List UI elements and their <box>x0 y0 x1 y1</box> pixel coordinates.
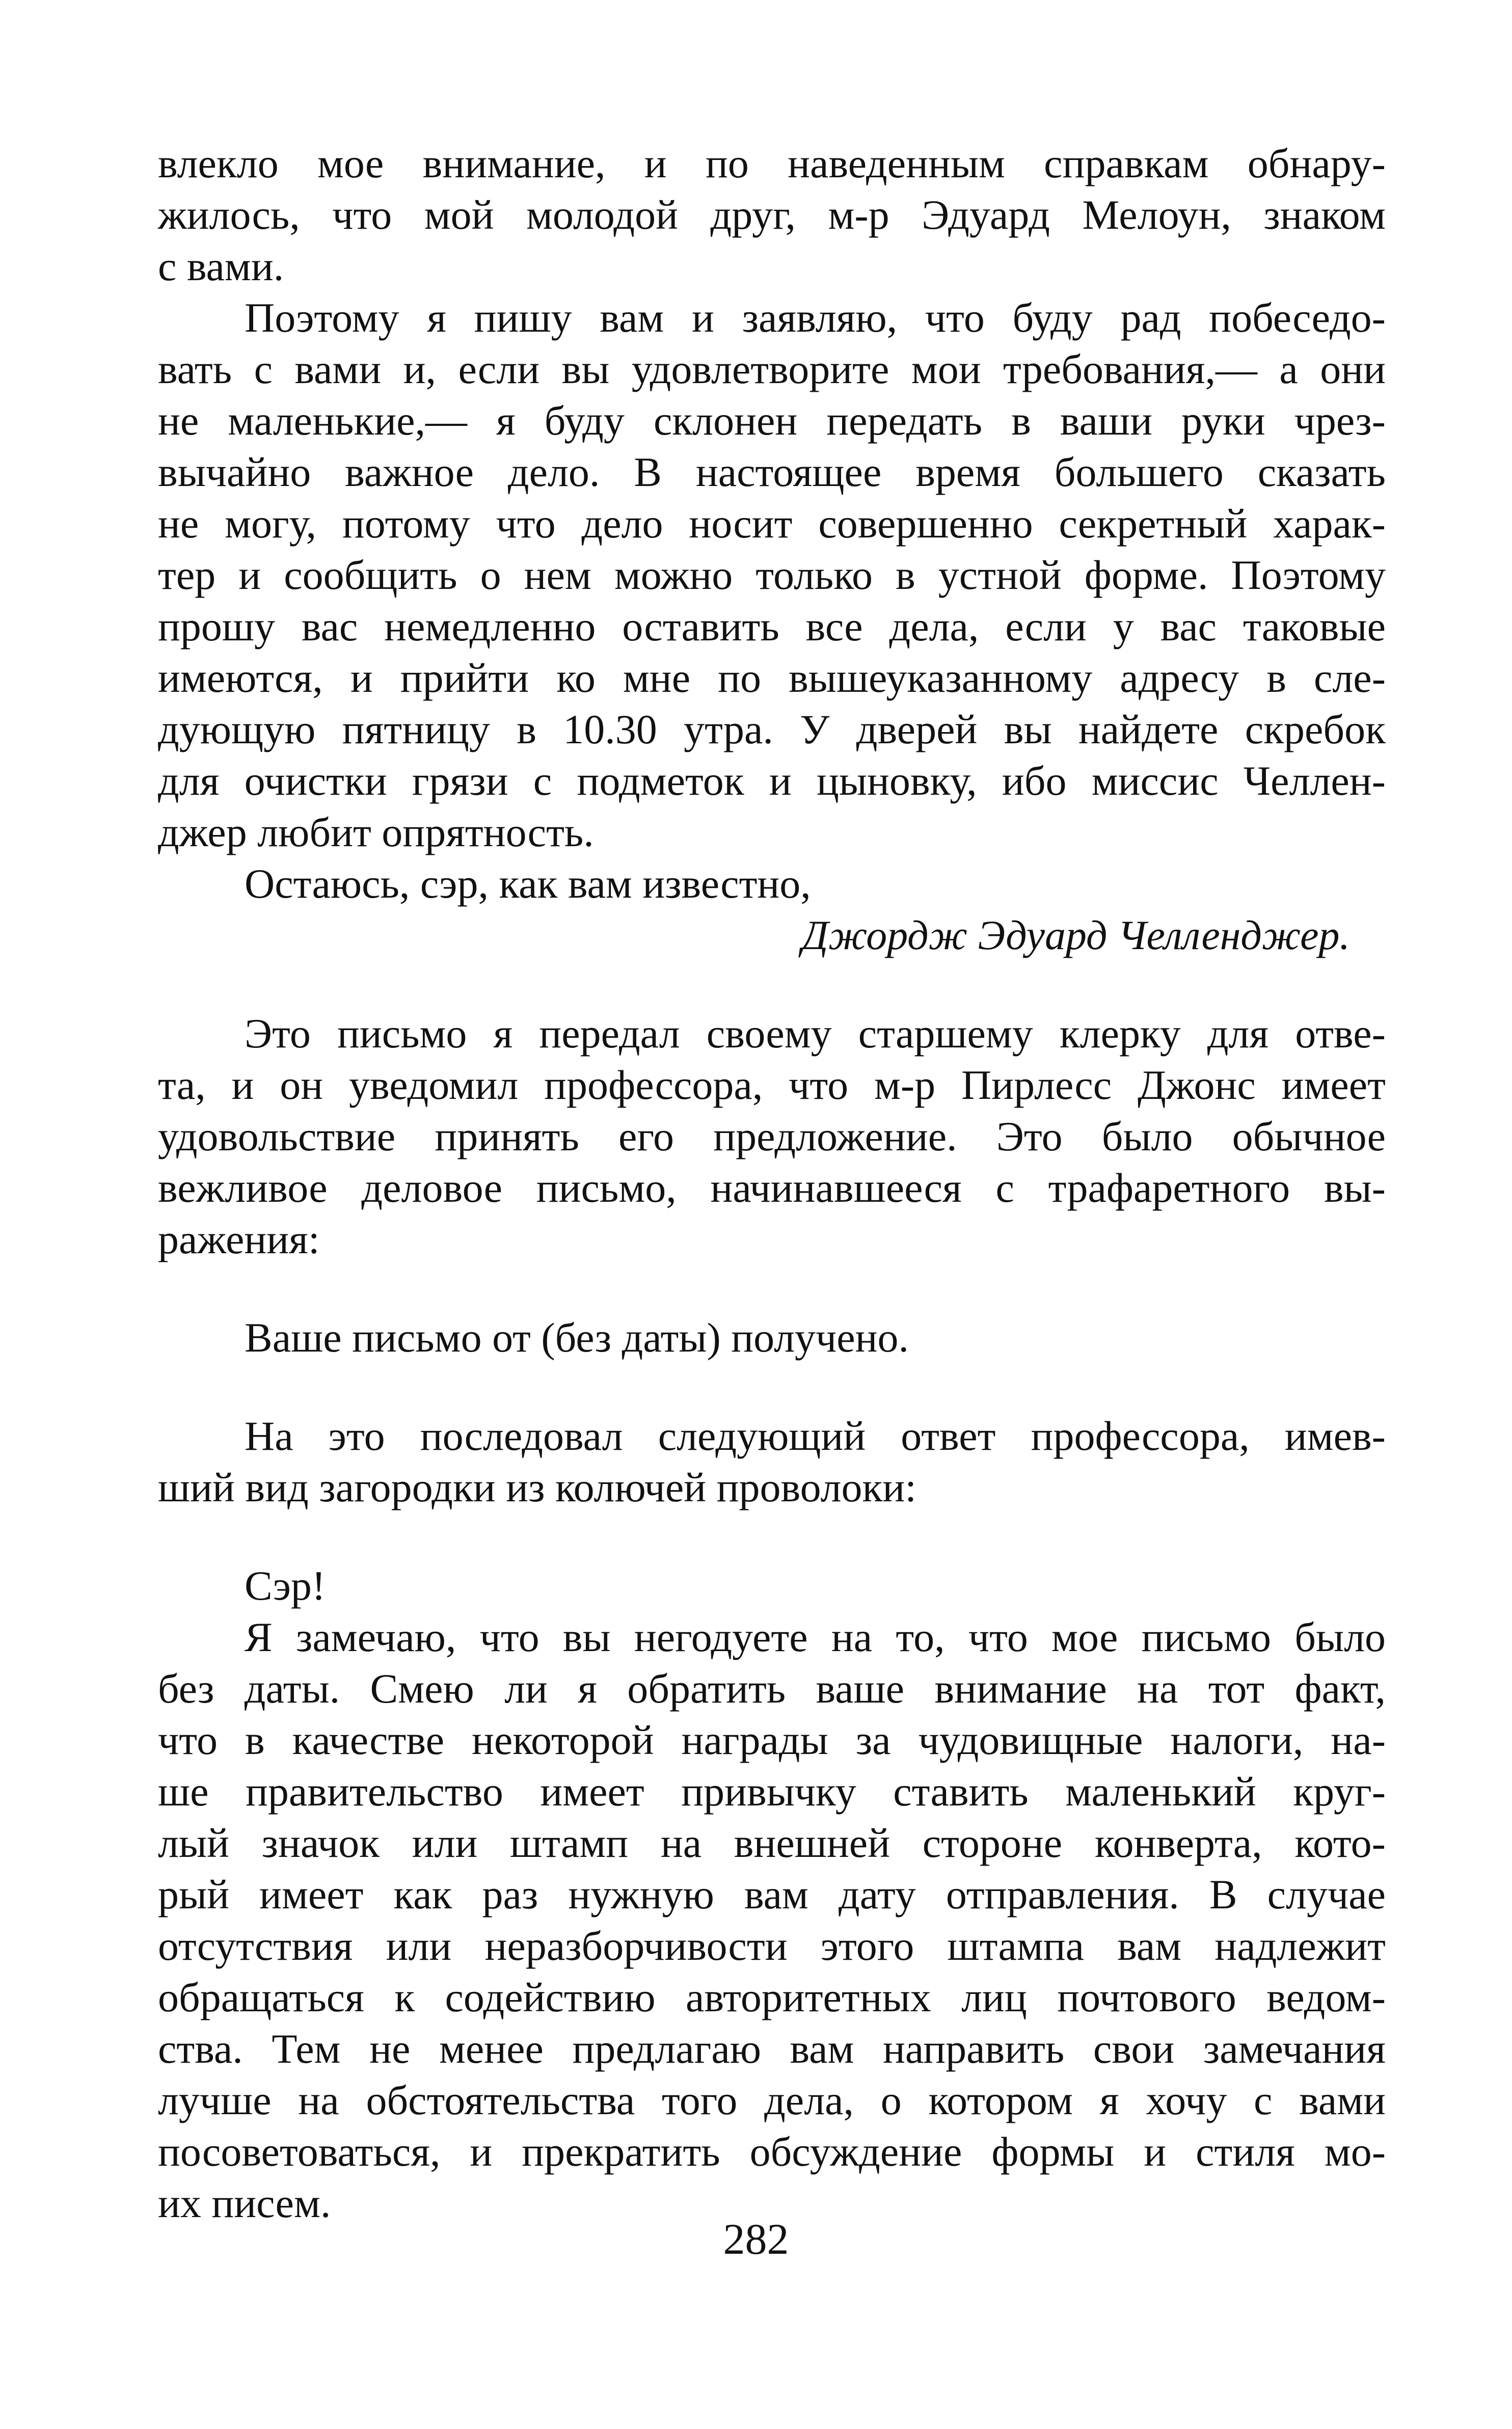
book-page-text <box>158 138 1386 2229</box>
text-line: На это последовал следующий ответ профессора, имев- <box>245 1413 1386 1459</box>
text-line: Сэр! <box>245 1562 326 1609</box>
text-line: та, и он уведомил профессора, что м-р Пирлесс Джонс имеет <box>158 1062 1386 1108</box>
text-line: удовольствие принять его предложение. Это было обычное <box>158 1113 1386 1159</box>
page-number: 282 <box>723 2215 789 2263</box>
text-line: ства. Тем не менее предлагаю вам направить свои замечания <box>158 2026 1386 2072</box>
text-line: ше правительство имеет привычку ставить маленький круг- <box>158 1768 1386 1815</box>
text-line: лый значок или штамп на внешней стороне конверта, кото- <box>158 1820 1386 1866</box>
text-line: без даты. Смею ли я обратить ваше внимание на тот факт, <box>158 1665 1386 1712</box>
text-line: вычайно важное дело. В настоящее время большего сказать <box>158 449 1386 495</box>
text-line: вать с вами и, если вы удовлетворите мои требования,— а они <box>158 346 1386 392</box>
paragraph-gap <box>158 1363 1386 1410</box>
text-line: вежливое деловое письмо, начинавшееся с трафаретного вы- <box>158 1165 1386 1211</box>
text-line: влекло мое внимание, и по наведенным справкам обнару- <box>158 140 1386 186</box>
text-line: лучше на обстоятельства того дела, о котором я хочу с вами <box>158 2077 1386 2123</box>
text-line: ший вид загородки из колючей проволоки: <box>158 1464 917 1510</box>
text-line: посоветоваться, и прекратить обсуждение формы и стиля мо- <box>158 2128 1386 2175</box>
text-line: прошу вас немедленно оставить все дела, если у вас таковые <box>158 603 1386 650</box>
paragraph-gap <box>158 1265 1386 1312</box>
text-line: не могу, потому что дело носит совершенно секретный харак- <box>158 500 1386 547</box>
signature: Джордж Эдуард Челленджер. <box>801 912 1350 958</box>
text-line: отсутствия или неразборчивости этого штампа вам надлежит <box>158 1923 1386 1969</box>
text-line: не маленькие,— я буду склонен передать в ваши руки чрез- <box>158 397 1386 444</box>
text-line: Поэтому я пишу вам и заявляю, что буду рад побеседо- <box>245 294 1386 341</box>
paragraph-gap <box>158 1513 1386 1560</box>
text-line: с вами. <box>158 243 284 289</box>
text-line: что в качестве некоторой награды за чудовищные налоги, на- <box>158 1717 1386 1763</box>
text-line: ражения: <box>158 1216 320 1262</box>
text-line: для очистки грязи с подметок и цыновку, ибо миссис Челлен- <box>158 758 1386 804</box>
text-line: джер любит опрятность. <box>158 809 594 855</box>
text-line: Я замечаю, что вы негодуете на то, что мое письмо было <box>245 1614 1386 1660</box>
text-line: рый имеет как раз нужную вам дату отправления. В случае <box>158 1871 1386 1918</box>
text-line: Ваше письмо от (без даты) получено. <box>245 1314 909 1361</box>
text-line: Остаюсь, сэр, как вам известно, <box>245 860 811 907</box>
paragraph-gap <box>158 961 1386 1008</box>
text-line: обращаться к содействию авторитетных лиц почтового ведом- <box>158 1974 1386 2020</box>
text-line: тер и сообщить о нем можно только в устной форме. Поэтому <box>158 552 1386 598</box>
text-line: жилось, что мой молодой друг, м-р Эдуард Мелоун, знаком <box>158 192 1386 238</box>
text-line: дующую пятницу в 10.30 утра. У дверей вы найдете скребок <box>158 706 1386 752</box>
text-line: их писем. <box>158 2180 331 2226</box>
text-line: имеются, и прийти ко мне по вышеуказанному адресу в сле- <box>158 655 1386 701</box>
text-line: Это письмо я передал своему старшему клерку для отве- <box>245 1010 1386 1057</box>
